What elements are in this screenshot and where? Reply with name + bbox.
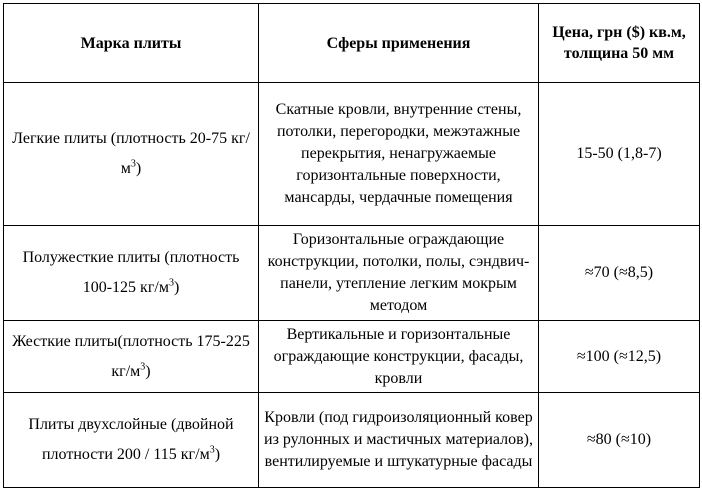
table-row [4,83,700,226]
usage-cell: Горизонтальные ограждающие конструкции, потолки, полы, сэндвич-панели, утепление легким мокрым методом [259,226,539,321]
brand-text: Полужесткие плиты (плотность 100-125 [22,249,240,296]
unit-base: кг/м [111,362,141,380]
price-cell: ≈100 (≈12,5) [539,321,700,393]
unit-exponent: 3 [209,444,215,456]
unit-base: кг/м [140,279,169,296]
price-cell: ≈70 (≈8,5) [539,226,700,321]
unit-exponent: 3 [168,277,174,289]
table-row [4,226,700,321]
unit-base: кг/м [180,446,210,463]
brand-text: Жесткие плиты(плотность 175-225 [12,332,250,350]
usage-cell: Скатные кровли, внутренние стены, потолки, перегородки, межэтажные перекрытия, ненагружаемые горизонтальные поверхности, мансарды, чердачные помещения [259,83,539,226]
usage-cell: Кровли (под гидроизоляционный ковер из рулонных и мастичных материалов), вентилируемые и штукатурные фасады [259,393,539,488]
brand-suffix: ) [145,362,151,380]
unit-exponent: 3 [140,361,146,373]
header-usage: Сферы применения [259,4,539,83]
table-header-row [4,4,700,83]
brand-suffix: ) [135,160,142,177]
price-cell: ≈80 (≈10) [539,393,700,488]
brand-cell [4,321,259,393]
price-cell: 15-50 (1,8-7) [539,83,700,226]
table-row [4,393,700,488]
brand-cell [4,226,259,321]
brand-suffix: ) [214,446,221,463]
header-price: Цена, грн ($) кв.м, толщина 50 мм [539,4,700,83]
brand-suffix: ) [173,279,180,296]
mineral-wool-slab-table [3,3,700,488]
table-row [4,321,700,393]
unit-exponent: 3 [130,158,136,170]
brand-text: Легкие плиты (плотность 20-75 [12,130,228,147]
brand-cell [4,83,259,226]
unit-base: кг/м [120,130,250,177]
brand-cell [4,393,259,488]
usage-cell: Вертикальные и горизонтальные ограждающие конструкции, фасады, кровли [259,321,539,393]
header-brand: Марка плиты [4,4,259,83]
brand-text: Плиты двухслойные (двойной плотности 200 / 115 [28,416,234,463]
